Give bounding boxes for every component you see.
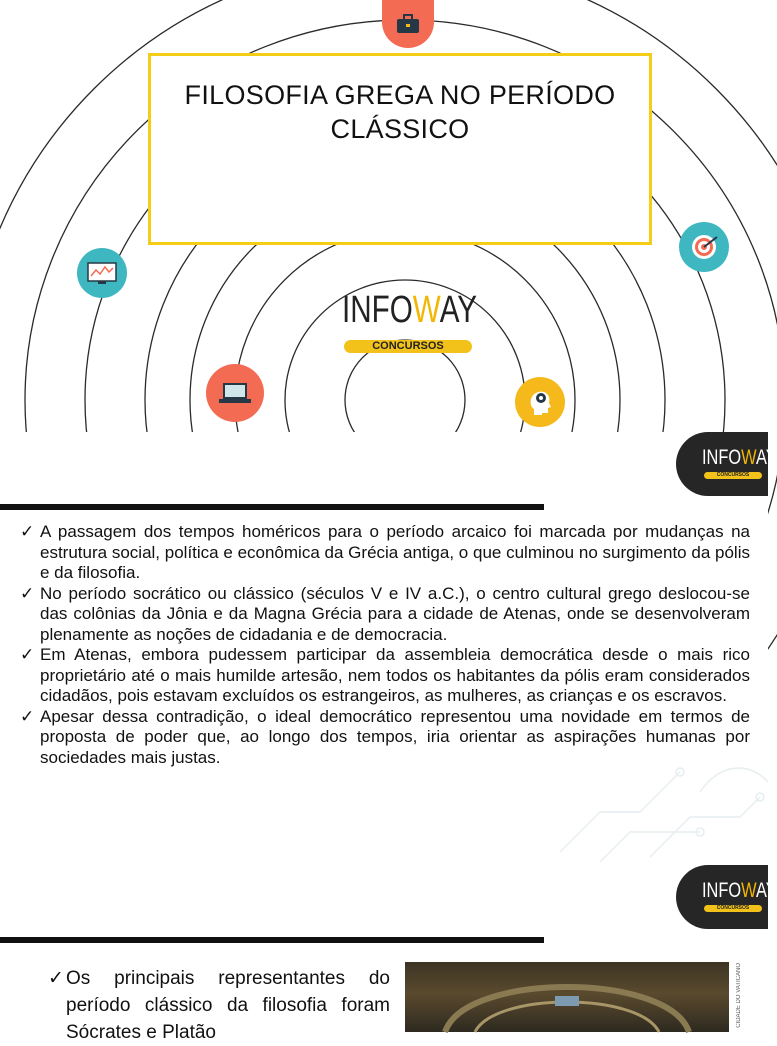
list-item: ✓ A passagem dos tempos homéricos para o período arcaico foi marcada por mudanças na estrutura social, política e econômica da Grécia antiga, o que culminou no surgimento da pólis e da filosofia. [20, 522, 750, 582]
page-title: FILOSOFIA GREGA NO PERÍODO CLÁSSICO [184, 80, 616, 144]
logo-word-highlight: W [412, 289, 440, 331]
target-icon [679, 222, 729, 272]
content-slide-partial [0, 865, 777, 1043]
head-idea-icon [515, 377, 565, 427]
corner-logo-word-start: INFO [702, 446, 742, 469]
list-item: ✓ Em Atenas, embora pudessem participar da assembleia democrática desde o mais rico proprietário até o mais humilde artesão, nem todos os habitantes da pólis eram considerados cidadãos, pois estavam excluídos os estrangeiros, as mulheres, as crianças e os escravos. [20, 645, 750, 705]
divider-rule [0, 504, 544, 510]
laptop-icon [206, 364, 264, 422]
list-item: ✓ Apesar dessa contradição, o ideal democrático representou uma novidade em termos de proposta de poder que, ao longo dos tempos, iria orientar as aspirações humanas por sociedades mais justas. [20, 706, 750, 767]
corner-logo-word-highlight: W [741, 879, 756, 902]
content-slide [0, 432, 777, 865]
corner-logo [676, 865, 777, 929]
corner-logo [676, 432, 777, 496]
list-item: ✓ No período socrático ou clássico (séculos V e IV a.C.), o centro cultural grego deslocou-se das colônias da Jônia e da Magna Grécia para a cidade de Atenas, onde se desenvolveram plenamente as noções de cidadania e de democracia. [20, 583, 750, 644]
bullet-list [20, 522, 750, 768]
logo-tagline: CONCURSOS [344, 340, 472, 353]
chart-monitor-icon [77, 248, 127, 298]
corner-logo-word-end: AY [755, 879, 777, 902]
corner-logo-tagline: CONCURSOS [704, 472, 762, 479]
title-slide [0, 0, 768, 432]
checkmark-icon: ✓ [48, 968, 64, 989]
corner-logo-word-end: AY [755, 446, 777, 469]
divider-rule [0, 937, 544, 943]
photo-caption: CIDADE DO VATICANO [736, 963, 742, 1028]
corner-logo-word-highlight: W [741, 446, 756, 469]
fresco-image [405, 962, 729, 1032]
corner-logo-word-start: INFO [702, 879, 742, 902]
checkmark-icon: ✓ [20, 645, 35, 664]
corner-logo-tagline: CONCURSOS [704, 905, 762, 912]
list-item: ✓ Os principais representantes do período clássico da filosofia foram Sócrates e Platão [48, 965, 390, 1046]
infoway-logo [342, 290, 478, 356]
title-box [148, 53, 652, 245]
checkmark-icon: ✓ [20, 583, 35, 603]
checkmark-icon: ✓ [20, 522, 35, 541]
checkmark-icon: ✓ [20, 706, 35, 726]
logo-word-start: INFO [342, 289, 413, 331]
logo-word-end: AY [439, 289, 478, 331]
